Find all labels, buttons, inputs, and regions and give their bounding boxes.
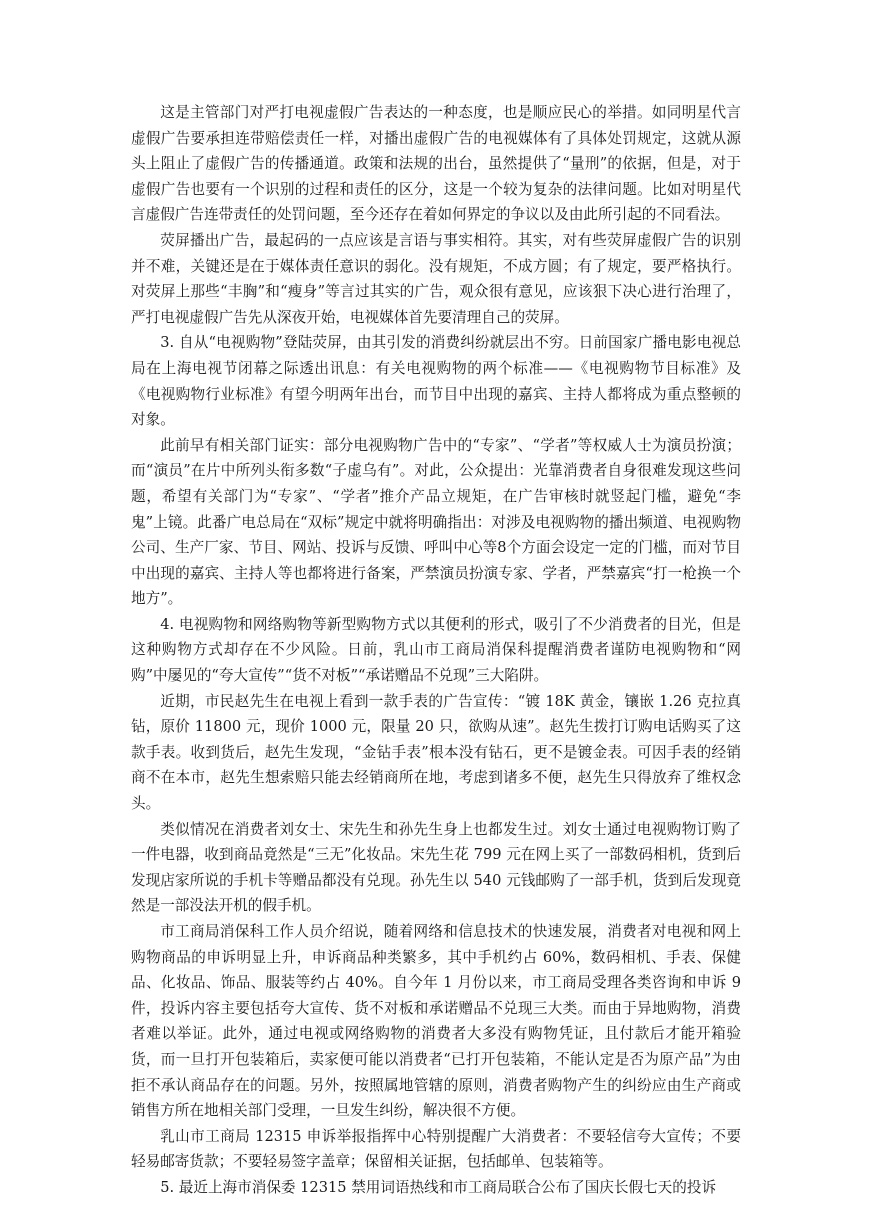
paragraph-3: 3. 自从“电视购物”登陆荧屏，由其引发的消费纠纷就层出不穷。日前国家广播电影电视总局在上海电视节闭幕之际透出讯息：有关电视购物的两个标准——《电视购物节目标准》及《电视购物行业标准》有望今明两年出台，而节目中出现的嘉宾、主持人都将成为重点整顿的对象。: [131, 334, 741, 429]
paragraph-5: 4. 电视购物和网络购物等新型购物方式以其便利的形式，吸引了不少消费者的目光，但是这种购物方式却存在不少风险。日前，乳山市工商局消保科提醒消费者谨防电视购物和“网购”中屡见的“夸大宣传”“货不对板”“承诺赠品不兑现”三大陷阱。: [131, 615, 741, 685]
paragraph-1: 这是主管部门对严打电视虚假广告表达的一种态度，也是顺应民心的举措。如同明星代言虚假广告要承担连带赔偿责任一样，对播出虚假广告的电视媒体有了具体处罚规定，这就从源头上阻止了虚假广告的传播通道。政策和法规的出台，虽然提供了“量刑”的依据，但是，对于虚假广告也要有一个识别的过程和责任的区分，这是一个较为复杂的法律问题。比如对明星代言虚假广告连带责任的处罚问题，至今还存在着如何界定的争议以及由此所引起的不同看法。: [131, 104, 741, 224]
paragraph-8: 市工商局消保科工作人员介绍说，随着网络和信息技术的快速发展，消费者对电视和网上购物商品的申诉明显上升，申诉商品种类繁多，其中手机约占 60%，数码相机、手表、保健品、化妆品、饰品、服装等约占 40%。自今年 1 月份以来，市工商局受理各类咨询和申诉 9 件，投诉内容主要包括夸大宣传、货不对板和承诺赠品不兑现三大类。而由于异地购物，消费者难以举证。此外，通过电视或网络购物的消费者大多没有购物凭证，且付款后才能开箱验货，而一旦打开包装箱后，卖家便可能以消费者“已打开包装箱，不能认定是否为原产品”为由拒不承认商品存在的问题。另外，按照属地管辖的原则，消费者购物产生的纠纷应由生产商或销售方所在地相关部门受理，一旦发生纠纷，解决很不方便。: [131, 923, 741, 1120]
paragraph-6: 近期，市民赵先生在电视上看到一款手表的广告宣传：“镀 18K 黄金，镶嵌 1.26 克拉真钻，原价 11800 元，现价 1000 元，限量 20 只，欲购从速”。赵先生拨打订购电话购买了这款手表。收到货后，赵先生发现，“金钻手表”根本没有钻石，更不是镀金表。可因手表的经销商不在本市，赵先生想索赔只能去经销商所在地，考虑到诸多不便，赵先生只得放弃了维权念头。: [131, 692, 741, 813]
paragraph-2: 荧屏播出广告，最起码的一点应该是言语与事实相符。其实，对有些荧屏虚假广告的识别并不难，关键还是在于媒体责任意识的弱化。没有规矩，不成方圆；有了规定，要严格执行。对荧屏上那些“丰胸”和“瘦身”等言过其实的广告，观众很有意见，应该狠下决心进行治理了，严打电视虚假广告先从深夜开始，电视媒体首先要清理自己的荧屏。: [131, 231, 741, 326]
paragraph-7: 类似情况在消费者刘女士、宋先生和孙先生身上也都发生过。刘女士通过电视购物订购了一件电器，收到商品竟然是“三无”化妆品。宋先生花 799 元在网上买了一部数码相机，货到后发现店家所说的手机卡等赠品都没有兑现。孙先生以 540 元钱邮购了一部手机，货到后发现竟然是一部没法开机的假手机。: [131, 820, 741, 915]
paragraph-9: 乳山市工商局 12315 申诉举报指挥中心特别提醒广大消费者：不要轻信夸大宣传；不要轻易邮寄货款；不要轻易签字盖章；保留相关证据，包括邮单、包装箱等。: [131, 1127, 741, 1171]
paragraph-4: 此前早有相关部门证实：部分电视购物广告中的“专家”、“学者”等权威人士为演员扮演；而“演员”在片中所列头衔多数“子虚乌有”。对此，公众提出：光靠消费者自身很难发现这些问题，希望有关部门为“专家”、“学者”推介产品立规矩，在广告审核时就竖起门槛，避免“李鬼”上镜。此番广电总局在“双标”规定中就将明确指出：对涉及电视购物的播出频道、电视购物公司、生产厂家、节目、网站、投诉与反馈、呼叫中心等8个方面会设定一定的门槛，而对节目中出现的嘉宾、主持人等也都将进行备案，严禁演员扮演专家、学者，严禁嘉宾“打一枪换一个地方”。: [131, 436, 741, 608]
document-body: [131, 100, 741, 1201]
paragraph-10: 5. 最近上海市消保委 12315 禁用词语热线和市工商局联合公布了国庆长假七天的投诉: [160, 1178, 717, 1196]
